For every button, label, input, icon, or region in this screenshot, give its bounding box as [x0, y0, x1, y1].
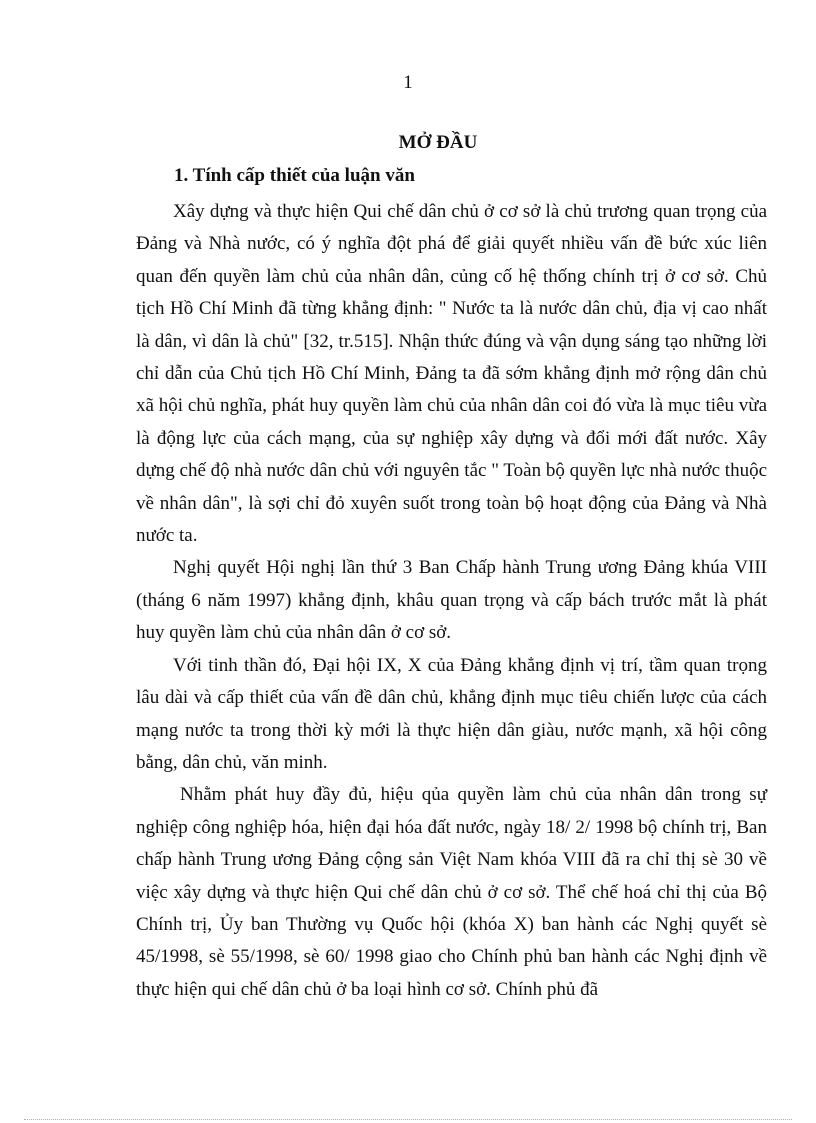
page-number: 1 — [403, 72, 413, 93]
body-text — [136, 196, 767, 1006]
section-title: 1. Tính cấp thiết của luận văn — [174, 165, 415, 186]
document-heading: MỞ ĐẦU — [398, 132, 478, 153]
paragraph: Xây dựng và thực hiện Qui chế dân chủ ở cơ sở là chủ trương quan trọng của Đảng và Nhà nước, có ý nghĩa đột phá để giải quyết nhiều vấn đề bức xúc liên quan đến quyền làm chủ của nhân dân, củng cố hệ thống chính trị ở cơ sở. Chủ tịch Hồ Chí Minh đã từng khẳng định: " Nước ta là nước dân chủ, địa vị cao nhất là dân, vì dân là chủ" [32, tr.515]. Nhận thức đúng và vận dụng sáng tạo những lời chỉ dẫn của Chủ tịch Hồ Chí Minh, Đảng ta đã sớm khẳng định mở rộng dân chủ xã hội chủ nghĩa, phát huy quyền làm chủ của nhân dân coi đó vừa là mục tiêu vừa là động lực của cách mạng, của sự nghiệp xây dựng và đổi mới đất nước. Xây dựng chế độ nhà nước dân chủ với nguyên tắc " Toàn bộ quyền lực nhà nước thuộc về nhân dân", là sợi chỉ đỏ xuyên suốt trong toàn bộ hoạt động của Đảng và Nhà nước ta. — [136, 201, 767, 547]
paragraph: Nhằm phát huy đầy đủ, hiệu qủa quyền làm chủ của nhân dân trong sự nghiệp công nghiệp hóa, hiện đại hóa đất nước, ngày 18/ 2/ 1998 bộ chính trị, Ban chấp hành Trung ương Đảng cộng sản Việt Nam khóa VIII đã ra chỉ thị sè 30 về việc xây dựng và thực hiện Qui chế dân chủ ở cơ sở. Thể chế hoá chỉ thị của Bộ Chính trị, Ủy ban Thường vụ Quốc hội (khóa X) ban hành các Nghị quyết sè 45/1998, sè 55/1998, sè 60/ 1998 giao cho Chính phủ ban hành các Nghị định về thực hiện qui chế dân chủ ở ba loại hình cơ sở. Chính phủ đã — [136, 784, 767, 1000]
paragraph: Nghị quyết Hội nghị lần thứ 3 Ban Chấp hành Trung ương Đảng khúa VIII (tháng 6 năm 1997) khẳng định, khâu quan trọng và cấp bách trước mắt là phát huy quyền làm chủ của nhân dân ở cơ sở. — [136, 557, 767, 644]
page-footer-divider — [24, 1119, 792, 1120]
paragraph: Với tinh thần đó, Đại hội IX, X của Đảng khẳng định vị trí, tầm quan trọng lâu dài và cấp thiết của vấn đề dân chủ, khẳng định mục tiêu chiến lược của cách mạng nước ta trong thời kỳ mới là thực hiện dân giàu, nước mạnh, xã hội công bằng, dân chủ, văn minh. — [136, 654, 767, 773]
